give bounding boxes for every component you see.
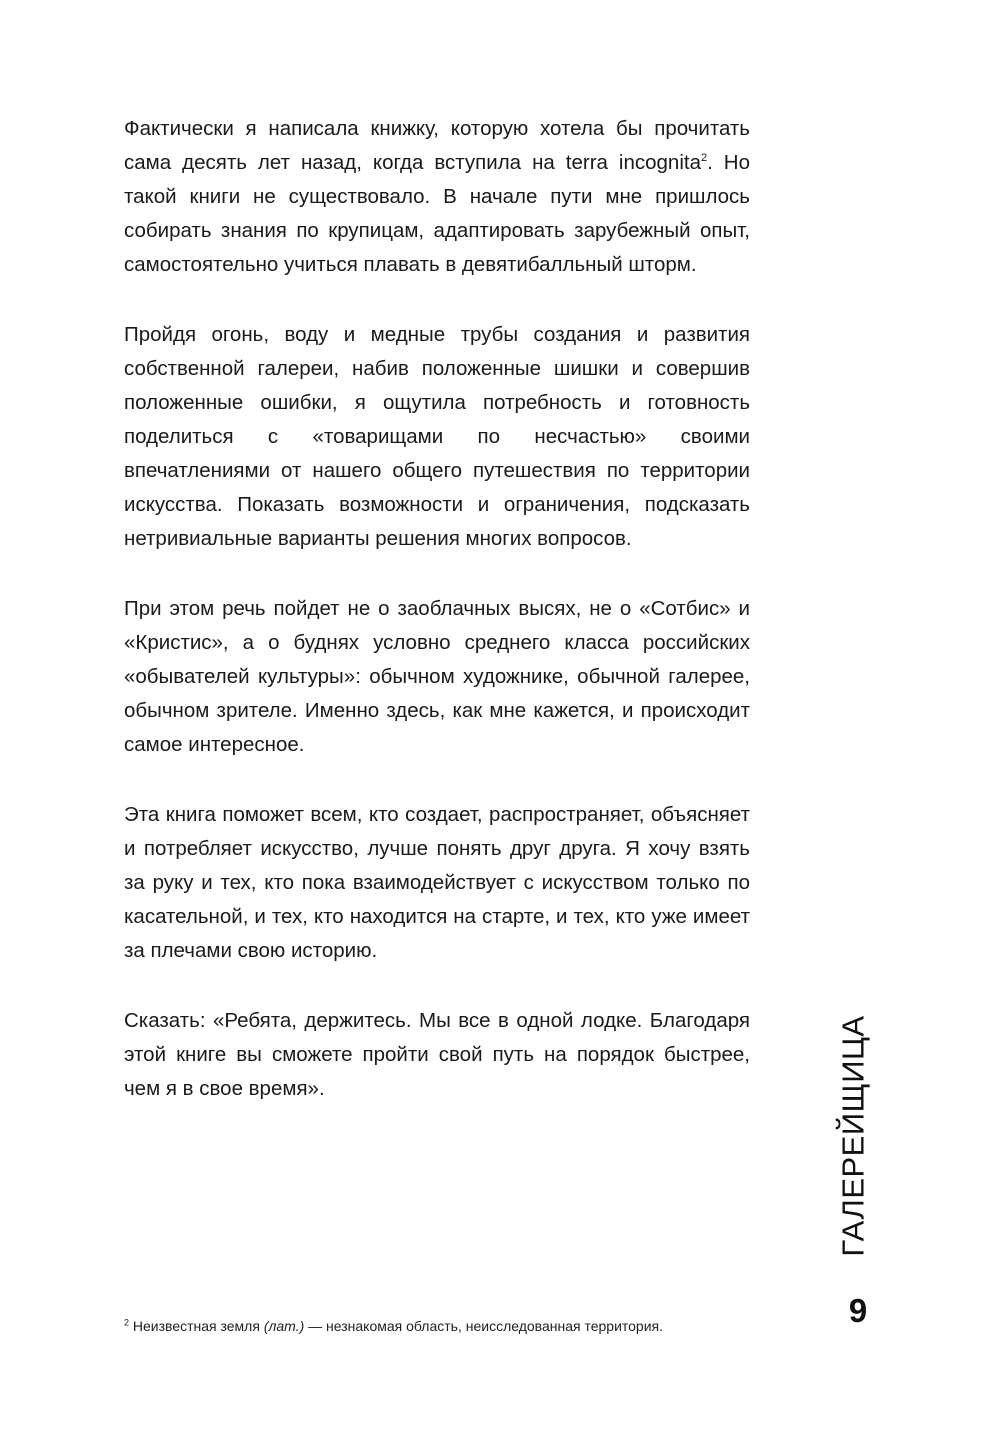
running-head <box>826 1015 882 1257</box>
paragraph-4: Эта книга поможет всем, кто создает, распространяет, объясняет и потребляет искусство, лучше понять друг друга. Я хочу взять за руку и тех, кто пока взаимодействует с искусством только по касательной, и тех, кто находится на старте, и тех, кто уже имеет за плечами свою историю. <box>124 803 750 962</box>
paragraph-3: При этом речь пойдет не о заоблачных высях, не о «Сотбис» и «Кристис», а о буднях условно среднего класса российских «обывателей культуры»: обычном художнике, обычной галерее, обычном зрителе. Именно здесь, как мне кажется, и происходит самое интересное. <box>124 597 750 756</box>
paragraph-5: Сказать: «Ребята, держитесь. Мы все в одной лодке. Благодаря этой книге вы сможете пройти свой путь на порядок быстрее, чем я в свое время». <box>124 1009 750 1100</box>
footnote-mark: 2 <box>124 1317 130 1328</box>
footnote-lang: (лат.) <box>263 1318 305 1334</box>
footnote-reference[interactable]: 2 <box>700 152 708 165</box>
paragraph-1-text: Фактически я написала книжку, которую хотела бы прочитать сама десять лет назад, когда вступила на terra incognita <box>124 117 750 174</box>
footnote-definition: — незнакомая область, неисследованная территория. <box>304 1318 664 1334</box>
footnote <box>124 1316 764 1336</box>
running-head-title: ГАЛЕРЕЙЩИЦА <box>836 1015 871 1257</box>
paragraph-1-text-cont: . Но такой книги не существовало. В начале пути мне пришлось собирать знания по крупицам, адаптировать зарубежный опыт, самостоятельно учиться плавать в девятибалльный шторм. <box>124 151 750 276</box>
paragraph-2: Пройдя огонь, воду и медные трубы создания и развития собственной галереи, набив положенные шишки и совершив положенные ошибки, я ощутила потребность и готовность поделиться с «товарищами по несчастью» своими впечатлениями от нашего общего путешествия по территории искусства. Показать возможности и ограничения, подсказать нетривиальные варианты решения многих вопросов. <box>124 323 750 550</box>
footnote-term: Неизвестная земля <box>132 1318 264 1334</box>
page-number: 9 <box>848 1292 868 1329</box>
paragraph-1 <box>124 112 750 282</box>
body-text <box>124 112 750 1142</box>
